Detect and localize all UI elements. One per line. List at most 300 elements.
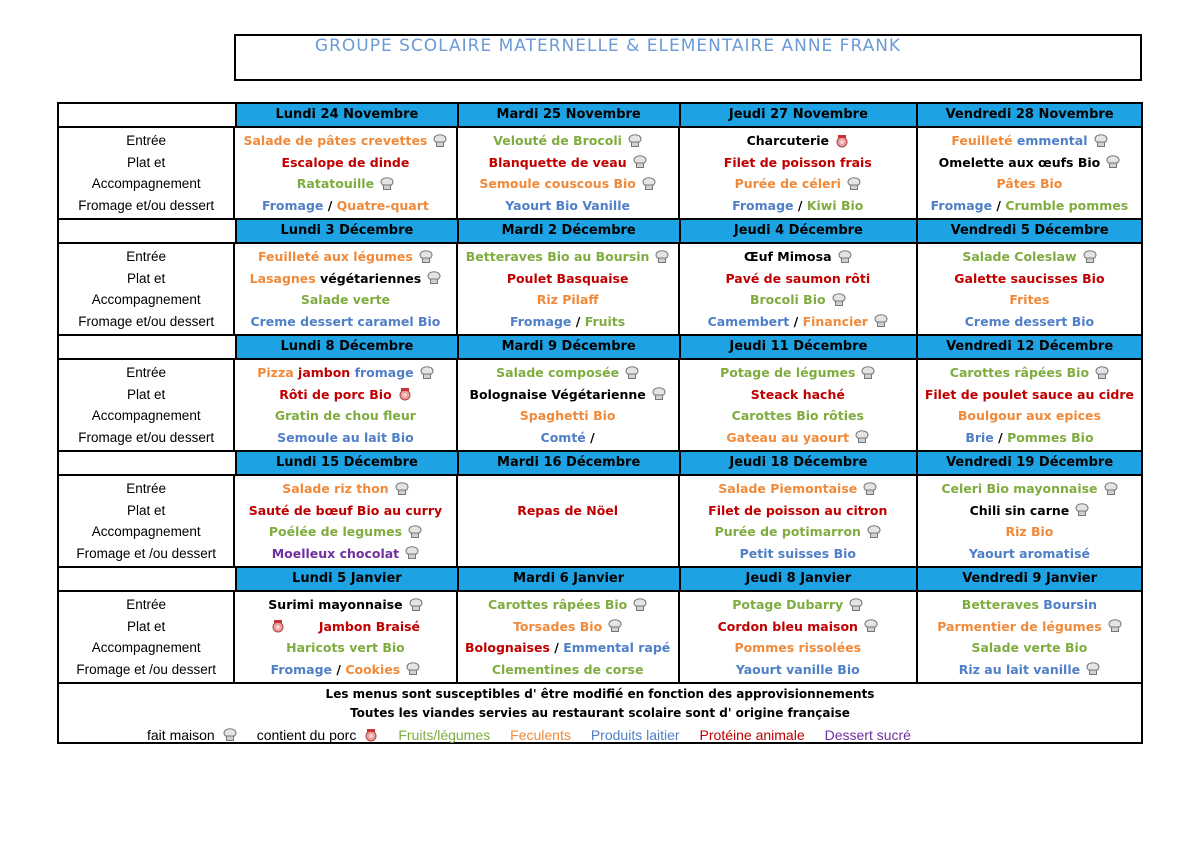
day-cell	[918, 476, 1141, 566]
menu-item	[235, 522, 455, 542]
menu-item	[918, 174, 1141, 194]
menu-item-text: Fromage	[930, 197, 993, 213]
menu-item-text: Betteraves Bio au Boursin	[465, 249, 650, 265]
menu-item	[918, 268, 1141, 288]
menu-item-text: Salade verte Bio	[971, 640, 1088, 656]
menu-item-text: Potage de légumes	[720, 365, 856, 381]
week-header	[59, 334, 1141, 360]
menu-item-text: Creme dessert caramel Bio	[250, 313, 441, 329]
week-header	[59, 218, 1141, 244]
day-header: Mardi 2 Décembre	[459, 220, 681, 242]
menu-item	[918, 195, 1141, 215]
day-cell	[680, 244, 918, 334]
menu-item-text: Salade de pâtes crevettes	[243, 133, 428, 149]
chef-hat-icon	[406, 662, 420, 676]
menu-item	[680, 543, 916, 563]
chef-hat-icon	[395, 482, 409, 496]
menu-item	[918, 638, 1141, 658]
day-header: Jeudi 27 Novembre	[681, 104, 919, 126]
day-header: Vendredi 5 Décembre	[918, 220, 1141, 242]
day-cell	[235, 128, 457, 218]
menu-item	[680, 247, 916, 267]
day-cell	[680, 476, 918, 566]
menu-item-text: Parmentier de légumes	[937, 618, 1102, 634]
menu-item	[458, 522, 678, 542]
day-cell	[918, 128, 1141, 218]
menu-item-text: Purée de céleri	[734, 176, 841, 192]
legend-fruits: Fruits/légumes	[398, 727, 491, 743]
chef-hat-icon	[642, 177, 656, 191]
menu-item-text: Pommes Bio	[1007, 429, 1094, 445]
menu-item	[458, 311, 678, 331]
day-header: Mardi 9 Décembre	[459, 336, 681, 358]
menu-item	[680, 406, 916, 426]
menu-item-text: Betteraves	[961, 597, 1044, 613]
chef-hat-icon	[874, 314, 888, 328]
menu-item-text: Blanquette de veau	[488, 154, 627, 170]
menu-item	[918, 500, 1141, 520]
menu-item	[680, 479, 916, 499]
menu-item	[918, 479, 1141, 499]
week-body	[59, 128, 1141, 218]
menu-item	[918, 543, 1141, 563]
week-header	[59, 104, 1141, 128]
menu-item-text: Riz Bio	[1005, 524, 1054, 540]
legend-feculents: Feculents	[510, 727, 571, 743]
chef-hat-icon	[652, 387, 666, 401]
chef-hat-icon	[608, 619, 622, 633]
pork-icon	[364, 728, 378, 742]
footer-note: Toutes les viandes servies au restaurant scolaire sont d' origine française	[350, 706, 850, 720]
menu-item-text: Repas de Nöel	[517, 502, 619, 518]
menu-item	[918, 427, 1141, 447]
menu-item-text: Filet de poulet sauce au cidre	[924, 386, 1135, 402]
menu-item	[918, 363, 1141, 383]
row-label: Plat et	[127, 502, 166, 518]
menu-item-text: Emmental rapé	[563, 640, 671, 656]
menu-item	[918, 522, 1141, 542]
menu-item-text: Purée de potimarron	[714, 524, 861, 540]
menu-item-text: Semoule au lait Bio	[277, 429, 414, 445]
chef-hat-icon	[655, 250, 669, 264]
chef-hat-icon	[864, 619, 878, 633]
chef-hat-icon	[408, 525, 422, 539]
legend-fait-maison: fait maison	[147, 727, 215, 743]
chef-hat-icon	[832, 293, 846, 307]
menu-item-text: Yaourt aromatisé	[968, 545, 1090, 561]
chef-hat-icon	[863, 482, 877, 496]
menu-item-text: /	[549, 640, 564, 656]
row-label: Accompagnement	[91, 176, 201, 192]
day-cell	[918, 360, 1141, 450]
day-cell	[235, 360, 457, 450]
menu-item-text: Bolognaises	[465, 640, 550, 656]
menu-item-text: Surimi mayonnaise	[268, 597, 403, 613]
menu-item-text: végétariennes	[320, 270, 422, 286]
pork-icon	[835, 134, 849, 148]
menu-item-text: Gateau au yaourt	[726, 429, 850, 445]
menu-item-text: Frites	[1009, 292, 1050, 308]
menu-item	[458, 152, 678, 172]
menu-item	[458, 268, 678, 288]
menu-item	[235, 131, 455, 151]
chef-hat-icon	[380, 177, 394, 191]
menu-item-text: Semoule couscous Bio	[479, 176, 636, 192]
legend-dessert: Dessert sucré	[824, 727, 911, 743]
chef-hat-icon	[420, 366, 434, 380]
day-header: Vendredi 12 Décembre	[918, 336, 1141, 358]
menu-item	[235, 247, 455, 267]
week-block	[59, 334, 1141, 450]
day-header: Jeudi 4 Décembre	[681, 220, 919, 242]
chef-hat-icon	[433, 134, 447, 148]
menu-item-text: Pâtes Bio	[996, 176, 1063, 192]
menu-item-text: Comté	[540, 429, 586, 445]
day-header: Lundi 15 Décembre	[237, 452, 459, 474]
day-cell	[235, 244, 457, 334]
day-header: Lundi 3 Décembre	[237, 220, 459, 242]
menu-item	[458, 659, 678, 679]
menu-item-text: Ratatouille	[296, 176, 375, 192]
menu-item	[918, 384, 1141, 404]
menu-item	[235, 384, 455, 404]
chef-hat-icon	[1075, 503, 1089, 517]
day-header: Jeudi 11 Décembre	[681, 336, 919, 358]
row-label: Fromage et/ou dessert	[78, 429, 215, 445]
row-label: Entrée	[126, 365, 167, 381]
menu-item	[918, 616, 1141, 636]
header-spacer	[59, 220, 237, 242]
day-header: Mardi 6 Janvier	[459, 568, 681, 590]
menu-item	[458, 500, 678, 520]
menu-item	[235, 174, 455, 194]
menu-item	[458, 131, 678, 151]
day-cell	[918, 592, 1141, 682]
menu-item	[458, 384, 678, 404]
menu-item-text: Kiwi Bio	[806, 197, 864, 213]
week-block	[59, 218, 1141, 334]
menu-item	[680, 290, 916, 310]
menu-item	[680, 174, 916, 194]
legend-proteine: Protéine animale	[699, 727, 805, 743]
chef-hat-icon	[867, 525, 881, 539]
legend-porc: contient du porc	[256, 727, 357, 743]
day-cell	[680, 128, 918, 218]
menu-item-text: Fromage	[262, 197, 324, 213]
legend	[147, 727, 1141, 743]
menu-item-text: emmental	[1016, 133, 1088, 149]
pork-icon	[271, 619, 285, 633]
row-label: Entrée	[126, 249, 167, 265]
chef-hat-icon	[427, 271, 441, 285]
day-cell	[458, 476, 680, 566]
menu-item-text: Pavé de saumon rôti	[725, 270, 871, 286]
title-box	[234, 34, 1142, 81]
menu-item	[918, 290, 1141, 310]
week-block	[59, 450, 1141, 566]
day-cell	[680, 592, 918, 682]
chef-hat-icon	[1094, 134, 1108, 148]
menu-item	[235, 616, 455, 636]
menu-item	[235, 195, 455, 215]
week-body	[59, 476, 1141, 566]
menu-item-text: Carottes Bio rôties	[731, 408, 864, 424]
row-label: Accompagnement	[91, 640, 201, 656]
menu-item	[918, 131, 1141, 151]
menu-item	[918, 247, 1141, 267]
menu-item-text: Fromage	[510, 313, 572, 329]
menu-item	[235, 479, 455, 499]
menu-item-text: Pommes rissolées	[734, 640, 862, 656]
menu-item-text: fromage	[354, 365, 414, 381]
menu-item-text: /	[993, 429, 1008, 445]
row-label: Fromage et /ou dessert	[76, 661, 216, 677]
page-title: GROUPE SCOLAIRE MATERNELLE & ELEMENTAIRE ANNE FRANK	[314, 36, 902, 56]
menu-item	[458, 363, 678, 383]
chef-hat-icon	[855, 430, 869, 444]
chef-hat-icon	[419, 250, 433, 264]
row-label: Plat et	[127, 270, 166, 286]
menu-item-text: /	[585, 429, 595, 445]
menu-item-text: /	[992, 197, 1006, 213]
row-labels	[59, 592, 235, 682]
menu-table	[57, 102, 1143, 744]
menu-item	[458, 616, 678, 636]
row-labels	[59, 244, 235, 334]
chef-hat-icon	[1086, 662, 1100, 676]
week-body	[59, 592, 1141, 682]
chef-hat-icon	[1108, 619, 1122, 633]
header-spacer	[59, 104, 237, 126]
menu-item-text: Steack haché	[750, 386, 845, 402]
menu-item	[680, 595, 916, 615]
row-label: Accompagnement	[91, 408, 201, 424]
menu-item	[680, 152, 916, 172]
menu-item	[235, 595, 455, 615]
row-label: Accompagnement	[91, 292, 201, 308]
menu-item-text: Lasagnes	[249, 270, 321, 286]
menu-item	[458, 595, 678, 615]
day-header: Lundi 24 Novembre	[237, 104, 459, 126]
menu-item-text: /	[793, 197, 807, 213]
header-spacer	[59, 568, 237, 590]
menu-item	[680, 616, 916, 636]
day-header: Vendredi 28 Novembre	[918, 104, 1141, 126]
chef-hat-icon	[849, 598, 863, 612]
menu-item-text: Camembert	[707, 313, 790, 329]
menu-item	[458, 543, 678, 563]
menu-item-text: Riz au lait vanille	[958, 661, 1081, 677]
row-label: Plat et	[127, 618, 166, 634]
day-cell	[458, 128, 680, 218]
week-header	[59, 566, 1141, 592]
day-header: Vendredi 9 Janvier	[918, 568, 1141, 590]
menu-item	[235, 543, 455, 563]
menu-item-text: Escalope de dinde	[281, 154, 410, 170]
menu-item-text: Sauté de bœuf Bio au curry	[248, 502, 443, 518]
menu-item-text: Salade Coleslaw	[962, 249, 1077, 265]
menu-item	[458, 195, 678, 215]
chef-hat-icon	[1083, 250, 1097, 264]
menu-item	[918, 152, 1141, 172]
day-cell	[680, 360, 918, 450]
chef-hat-icon	[409, 598, 423, 612]
menu-item	[458, 638, 678, 658]
footer-note: Les menus sont susceptibles d' être modifié en fonction des approvisionnements	[325, 687, 875, 701]
day-header: Mardi 25 Novembre	[459, 104, 681, 126]
menu-item-text: Yaourt Bio Vanille	[505, 197, 630, 213]
menu-item-text: Charcuterie	[746, 133, 829, 149]
menu-item-text: Financier	[802, 313, 868, 329]
menu-item-text: jambon	[298, 365, 355, 381]
menu-item-text: Feuilleté	[951, 133, 1017, 149]
menu-item-text: Potage Dubarry	[732, 597, 844, 613]
menu-item	[235, 406, 455, 426]
menu-item-text: Filet de poisson frais	[723, 154, 872, 170]
week-header	[59, 450, 1141, 476]
menu-item-text: Filet de poisson au citron	[708, 502, 888, 518]
day-header: Vendredi 19 Décembre	[918, 452, 1141, 474]
menu-item	[680, 500, 916, 520]
chef-hat-icon	[633, 155, 647, 169]
day-cell	[918, 244, 1141, 334]
menu-item-text: Omelette aux œufs Bio	[938, 154, 1101, 170]
menu-item-text: Brocoli Bio	[749, 292, 826, 308]
menu-item-text: Brie	[965, 429, 994, 445]
menu-item	[680, 311, 916, 331]
menu-item	[458, 406, 678, 426]
chef-hat-icon	[625, 366, 639, 380]
menu-item-text: Moelleux chocolat	[271, 545, 400, 561]
menu-item	[235, 363, 455, 383]
menu-item-text: Poélée de legumes	[268, 524, 403, 540]
menu-item	[680, 638, 916, 658]
row-labels	[59, 360, 235, 450]
menu-item-text: Salade verte	[300, 292, 391, 308]
week-block	[59, 566, 1141, 682]
menu-item-text: /	[323, 197, 337, 213]
menu-item	[235, 500, 455, 520]
menu-item-text: /	[332, 661, 346, 677]
menu-item	[918, 659, 1141, 679]
day-header: Jeudi 8 Janvier	[681, 568, 919, 590]
menu-item-text: Boulgour aux epices	[957, 408, 1101, 424]
menu-item	[235, 659, 455, 679]
menu-item-text: Rôti de porc Bio	[279, 386, 392, 402]
row-labels	[59, 476, 235, 566]
menu-item	[680, 268, 916, 288]
menu-item-text: Quatre-quart	[336, 197, 429, 213]
menu-item-text: Salade Piemontaise	[718, 481, 858, 497]
menu-item	[235, 152, 455, 172]
menu-item-text: Gratin de chou fleur	[274, 408, 416, 424]
menu-item	[680, 195, 916, 215]
menu-item	[458, 247, 678, 267]
menu-footer	[59, 682, 1141, 742]
menu-item	[235, 427, 455, 447]
menu-item	[458, 479, 678, 499]
legend-laitiers: Produits laitier	[590, 727, 680, 743]
menu-item	[458, 427, 678, 447]
menu-item-text: Poulet Basquaise	[506, 270, 629, 286]
menu-item-text: Creme dessert Bio	[964, 313, 1095, 329]
day-header: Lundi 5 Janvier	[237, 568, 459, 590]
day-cell	[458, 244, 680, 334]
row-label: Fromage et /ou dessert	[76, 545, 216, 561]
menu-item	[680, 659, 916, 679]
row-label: Entrée	[126, 597, 167, 613]
week-body	[59, 244, 1141, 334]
week-body	[59, 360, 1141, 450]
chef-hat-icon	[847, 177, 861, 191]
menu-item	[680, 427, 916, 447]
menu-item-text: Salade composée	[496, 365, 620, 381]
menu-item	[918, 406, 1141, 426]
menu-item-text: Chili sin carne	[969, 502, 1070, 518]
day-cell	[235, 592, 457, 682]
pork-icon	[398, 387, 412, 401]
menu-item-text: Celeri Bio mayonnaise	[941, 481, 1098, 497]
row-label: Plat et	[127, 386, 166, 402]
menu-item-text: Œuf Mimosa	[744, 249, 832, 265]
menu-item	[680, 363, 916, 383]
menu-item-text: Carottes râpées Bio	[949, 365, 1090, 381]
row-label: Entrée	[126, 481, 167, 497]
menu-item	[918, 311, 1141, 331]
menu-item-text: Haricots vert Bio	[286, 640, 405, 656]
chef-hat-icon	[633, 598, 647, 612]
chef-hat-icon	[1106, 155, 1120, 169]
row-label: Fromage et/ou dessert	[78, 197, 215, 213]
menu-item-text: Fromage	[732, 197, 794, 213]
menu-item	[918, 595, 1141, 615]
menu-item-text: Yaourt vanille Bio	[735, 661, 860, 677]
menu-item-text: /	[571, 313, 585, 329]
row-label: Accompagnement	[91, 524, 201, 540]
menu-item-text: Cookies	[345, 661, 401, 677]
menu-item	[680, 384, 916, 404]
chef-hat-icon	[1095, 366, 1109, 380]
row-labels	[59, 128, 235, 218]
menu-item	[680, 522, 916, 542]
chef-hat-icon	[223, 728, 237, 742]
chef-hat-icon	[861, 366, 875, 380]
menu-item-text: Crumble pommes	[1005, 197, 1129, 213]
row-label: Fromage et/ou dessert	[78, 313, 215, 329]
menu-item	[235, 311, 455, 331]
menu-item-text: Boursin	[1043, 597, 1098, 613]
menu-item-text: Fruits	[584, 313, 626, 329]
menu-item-text: Salade riz thon	[282, 481, 389, 497]
menu-item	[458, 174, 678, 194]
menu-item-text: Torsades Bio	[513, 618, 603, 634]
menu-item	[235, 290, 455, 310]
chef-hat-icon	[1104, 482, 1118, 496]
menu-item-text: Jambon Braisé	[318, 618, 421, 634]
menu-item-text: Galette saucisses Bio	[954, 270, 1105, 286]
row-label: Plat et	[127, 154, 166, 170]
menu-item-text: Riz Pilaff	[536, 292, 599, 308]
menu-item-text: Fromage	[270, 661, 333, 677]
menu-item-text: Carottes râpées Bio	[487, 597, 628, 613]
day-header: Mardi 16 Décembre	[459, 452, 681, 474]
chef-hat-icon	[838, 250, 852, 264]
menu-item-text: Cordon bleu maison	[717, 618, 858, 634]
header-spacer	[59, 336, 237, 358]
day-header: Jeudi 18 Décembre	[681, 452, 919, 474]
menu-item-text: Pizza	[257, 365, 299, 381]
day-cell	[458, 360, 680, 450]
